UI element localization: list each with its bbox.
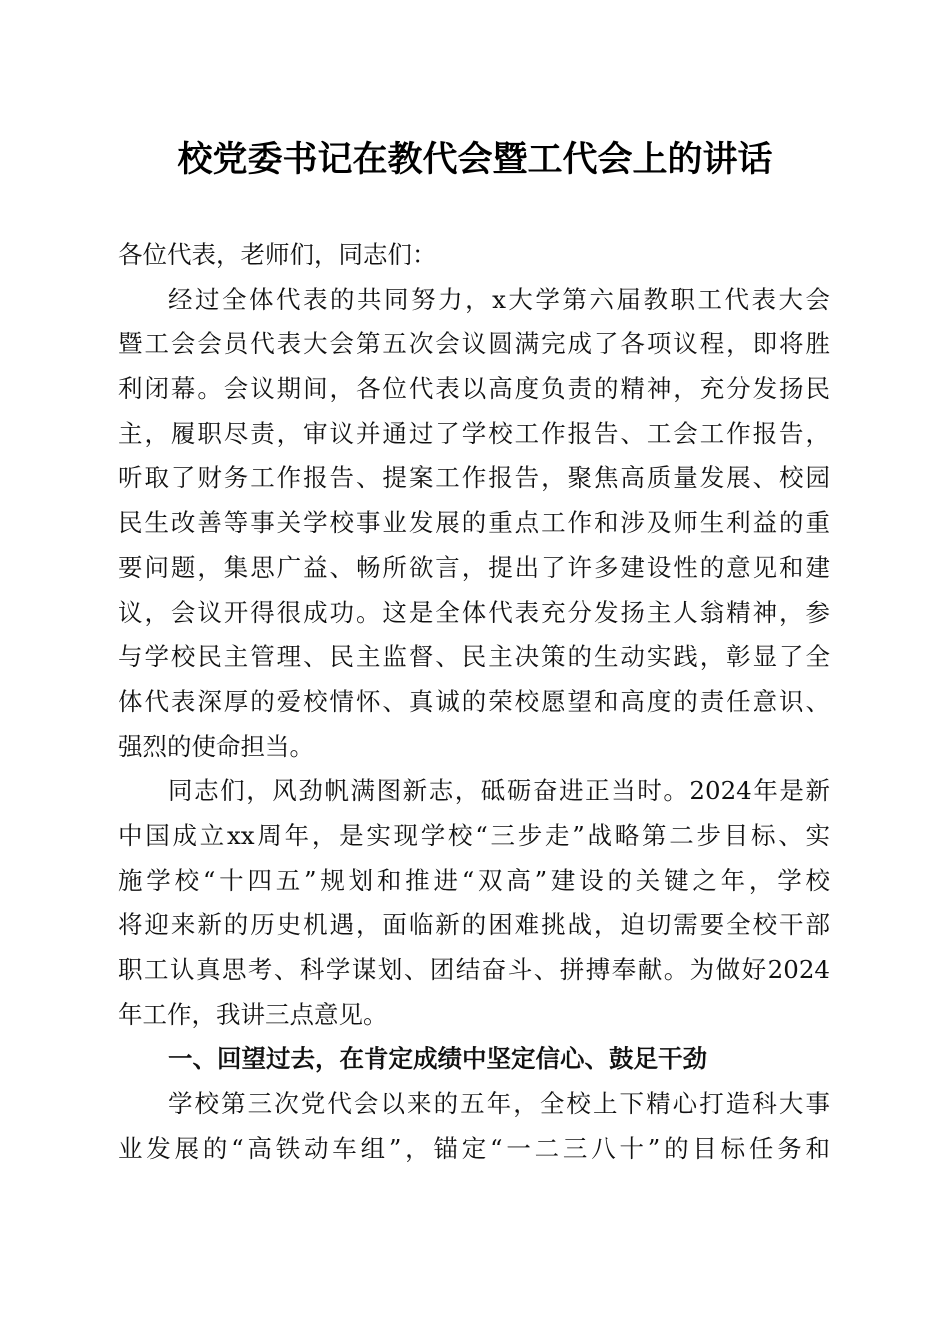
paragraph-2-line-3: 施学校“十四五”规划和推进“双高”建设的关键之年，学校 bbox=[118, 865, 830, 895]
paragraph-1-line-11: 强烈的使命担当。 bbox=[118, 731, 314, 761]
paragraph-1-line-9: 与学校民主管理、民主监督、民主决策的生动实践，彰显了全 bbox=[118, 642, 830, 672]
section-heading-1: 一、回望过去，在肯定成绩中坚定信心、鼓足干劲 bbox=[168, 1044, 707, 1074]
paragraph-3-line-2: 业发展的“高铁动车组”，锚定“一二三八十”的目标任务和 bbox=[118, 1133, 830, 1163]
document-title: 校党委书记在教代会暨工代会上的讲话 bbox=[177, 139, 773, 180]
paragraph-2-line-1: 同志们，风劲帆满图新志，砥砺奋进正当时。2024年是新 bbox=[168, 776, 830, 806]
salutation: 各位代表，老师们，同志们： bbox=[118, 240, 437, 269]
paragraph-1-line-2: 暨工会会员代表大会第五次会议圆满完成了各项议程，即将胜 bbox=[118, 329, 830, 359]
paragraph-1-line-5: 听取了财务工作报告、提案工作报告，聚焦高质量发展、校园 bbox=[118, 463, 830, 493]
paragraph-1-line-1: 经过全体代表的共同努力，x大学第六届教职工代表大会 bbox=[168, 284, 830, 314]
paragraph-2-line-6: 年工作，我讲三点意见。 bbox=[118, 999, 388, 1029]
paragraph-1-line-7: 要问题，集思广益、畅所欲言，提出了许多建设性的意见和建 bbox=[118, 552, 830, 582]
paragraph-1-line-6: 民生改善等事关学校事业发展的重点工作和涉及师生利益的重 bbox=[118, 508, 830, 538]
paragraph-2-line-4: 将迎来新的历史机遇，面临新的困难挑战，迫切需要全校干部 bbox=[118, 910, 830, 940]
paragraph-1-line-8: 议，会议开得很成功。这是全体代表充分发扬主人翁精神，参 bbox=[118, 597, 830, 627]
paragraph-1-line-4: 主，履职尽责，审议并通过了学校工作报告、工会工作报告， bbox=[118, 418, 830, 448]
paragraph-3-line-1: 学校第三次党代会以来的五年，全校上下精心打造科大事 bbox=[168, 1089, 830, 1119]
document-body bbox=[118, 233, 830, 1171]
paragraph-1-line-3: 利闭幕。会议期间，各位代表以高度负责的精神，充分发扬民 bbox=[118, 374, 830, 404]
paragraph-1-line-10: 体代表深厚的爱校情怀、真诚的荣校愿望和高度的责任意识、 bbox=[118, 686, 830, 716]
paragraph-2-line-2: 中国成立xx周年，是实现学校“三步走”战略第二步目标、实 bbox=[118, 820, 830, 850]
paragraph-2-line-5: 职工认真思考、科学谋划、团结奋斗、拼搏奉献。为做好2024 bbox=[118, 955, 830, 984]
